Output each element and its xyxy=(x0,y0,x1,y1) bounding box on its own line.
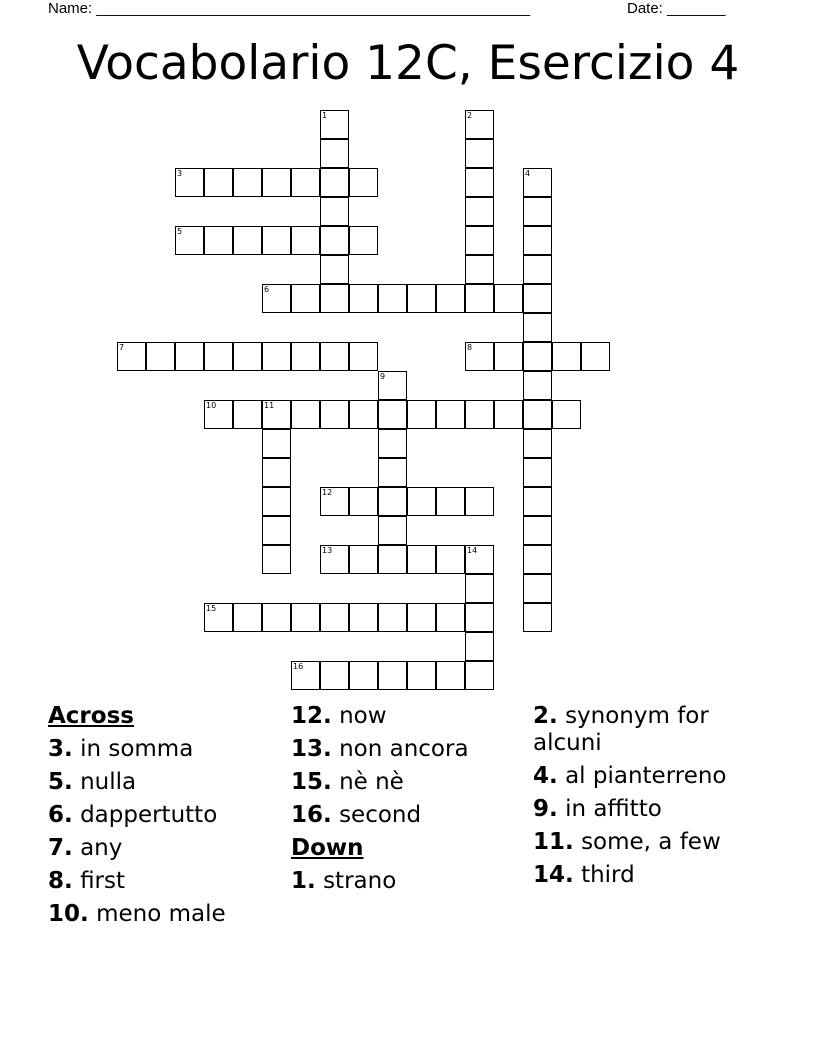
cell-number: 4 xyxy=(525,169,531,178)
grid-cell[interactable] xyxy=(262,603,291,632)
grid-cell[interactable] xyxy=(523,429,552,458)
grid-cell[interactable] xyxy=(262,284,291,313)
grid-cell[interactable] xyxy=(407,603,436,632)
grid-cell[interactable] xyxy=(291,400,320,429)
grid-cell[interactable] xyxy=(465,226,494,255)
grid-cell[interactable] xyxy=(320,226,349,255)
grid-cell[interactable] xyxy=(320,545,349,574)
grid-cell[interactable] xyxy=(523,371,552,400)
grid-cell[interactable] xyxy=(523,458,552,487)
grid-cell[interactable] xyxy=(465,342,494,371)
grid-cell[interactable] xyxy=(407,400,436,429)
grid-cell[interactable] xyxy=(407,487,436,516)
grid-cell[interactable] xyxy=(378,516,407,545)
grid-cell[interactable] xyxy=(349,603,378,632)
cell-number: 3 xyxy=(177,169,183,178)
grid-cell[interactable] xyxy=(262,400,291,429)
grid-cell[interactable] xyxy=(523,255,552,284)
grid-cell[interactable] xyxy=(320,342,349,371)
grid-cell[interactable] xyxy=(523,313,552,342)
grid-cell[interactable] xyxy=(262,487,291,516)
grid-cell[interactable] xyxy=(320,487,349,516)
grid-cell[interactable] xyxy=(262,342,291,371)
grid-cell[interactable] xyxy=(320,603,349,632)
grid-cell[interactable] xyxy=(436,661,465,690)
grid-cell[interactable] xyxy=(436,545,465,574)
grid-cell[interactable] xyxy=(320,168,349,197)
grid-cell[interactable] xyxy=(291,168,320,197)
grid-cell[interactable] xyxy=(175,168,204,197)
grid-cell[interactable] xyxy=(523,603,552,632)
clue-down-14: 14. third xyxy=(533,862,635,888)
grid-cell[interactable] xyxy=(204,342,233,371)
grid-cell[interactable] xyxy=(581,342,610,371)
grid-cell[interactable] xyxy=(233,342,262,371)
grid-cell[interactable] xyxy=(378,661,407,690)
grid-cell[interactable] xyxy=(320,110,349,139)
grid-cell[interactable] xyxy=(523,400,552,429)
clue-down-2: 2. synonym for alcuni xyxy=(533,703,709,756)
grid-cell[interactable] xyxy=(204,168,233,197)
clue-across-7: 7. any xyxy=(48,835,123,861)
grid-cell[interactable] xyxy=(320,400,349,429)
grid-cell[interactable] xyxy=(465,110,494,139)
grid-cell[interactable] xyxy=(436,284,465,313)
cell-number: 1 xyxy=(322,111,328,120)
grid-cell[interactable] xyxy=(378,545,407,574)
cell-number: 5 xyxy=(177,227,183,236)
page-title: Vocabolario 12C, Esercizio 4 xyxy=(76,36,740,91)
cell-number: 6 xyxy=(264,285,270,294)
grid-cell[interactable] xyxy=(320,255,349,284)
grid-cell[interactable] xyxy=(262,458,291,487)
cell-number: 12 xyxy=(322,488,333,497)
grid-cell[interactable] xyxy=(465,168,494,197)
grid-cell[interactable] xyxy=(262,516,291,545)
grid-cell[interactable] xyxy=(494,400,523,429)
clue-across-3: 3. in somma xyxy=(48,736,194,762)
grid-cell[interactable] xyxy=(465,603,494,632)
grid-cell[interactable] xyxy=(465,632,494,661)
clue-across-15: 15. nè nè xyxy=(291,769,404,795)
grid-cell[interactable] xyxy=(523,342,552,371)
grid-cell[interactable] xyxy=(465,197,494,226)
down-heading: Down xyxy=(291,835,364,861)
grid-cell[interactable] xyxy=(407,661,436,690)
grid-cell[interactable] xyxy=(204,226,233,255)
grid-cell[interactable] xyxy=(523,168,552,197)
grid-cell[interactable] xyxy=(523,197,552,226)
clue-down-11: 11. some, a few xyxy=(533,829,721,855)
grid-cell[interactable] xyxy=(146,342,175,371)
clue-column-3 xyxy=(533,703,769,895)
grid-cell[interactable] xyxy=(407,284,436,313)
grid-cell[interactable] xyxy=(262,429,291,458)
grid-cell[interactable] xyxy=(175,342,204,371)
grid-cell[interactable] xyxy=(349,400,378,429)
grid-cell[interactable] xyxy=(523,516,552,545)
grid-cell[interactable] xyxy=(465,400,494,429)
grid-cell[interactable] xyxy=(204,400,233,429)
grid-cell[interactable] xyxy=(378,371,407,400)
clue-down-4: 4. al pianterreno xyxy=(533,763,727,789)
grid-cell[interactable] xyxy=(465,661,494,690)
grid-cell[interactable] xyxy=(233,226,262,255)
date-field: Date: _______ xyxy=(627,0,726,17)
grid-cell[interactable] xyxy=(465,574,494,603)
grid-cell[interactable] xyxy=(291,342,320,371)
cell-number: 7 xyxy=(119,343,125,352)
clue-column-1 xyxy=(48,703,284,934)
grid-cell[interactable] xyxy=(465,545,494,574)
grid-cell[interactable] xyxy=(349,545,378,574)
grid-cell[interactable] xyxy=(407,545,436,574)
grid-cell[interactable] xyxy=(349,284,378,313)
clue-across-10: 10. meno male xyxy=(48,901,226,927)
grid-cell[interactable] xyxy=(117,342,146,371)
grid-cell[interactable] xyxy=(494,284,523,313)
grid-cell[interactable] xyxy=(523,226,552,255)
grid-cell[interactable] xyxy=(523,487,552,516)
grid-cell[interactable] xyxy=(378,487,407,516)
grid-cell[interactable] xyxy=(523,545,552,574)
cell-number: 2 xyxy=(467,111,473,120)
name-field: Name: ____________________________________________________ xyxy=(48,0,531,17)
grid-cell[interactable] xyxy=(233,168,262,197)
grid-cell[interactable] xyxy=(320,197,349,226)
grid-cell[interactable] xyxy=(378,458,407,487)
clue-down-1: 1. strano xyxy=(291,868,397,894)
grid-cell[interactable] xyxy=(320,284,349,313)
grid-cell[interactable] xyxy=(436,487,465,516)
grid-cell[interactable] xyxy=(349,487,378,516)
clue-across-16: 16. second xyxy=(291,802,422,828)
grid-cell[interactable] xyxy=(349,342,378,371)
cell-number: 14 xyxy=(467,546,478,555)
grid-cell[interactable] xyxy=(262,545,291,574)
grid-cell[interactable] xyxy=(320,139,349,168)
cell-number: 8 xyxy=(467,343,473,352)
grid-cell[interactable] xyxy=(378,284,407,313)
grid-cell[interactable] xyxy=(465,139,494,168)
grid-cell[interactable] xyxy=(523,284,552,313)
clue-across-5: 5. nulla xyxy=(48,769,137,795)
grid-cell[interactable] xyxy=(291,226,320,255)
grid-cell[interactable] xyxy=(291,661,320,690)
grid-cell[interactable] xyxy=(262,168,291,197)
grid-cell[interactable] xyxy=(262,226,291,255)
grid-cell[interactable] xyxy=(291,284,320,313)
grid-cell[interactable] xyxy=(552,342,581,371)
cell-number: 13 xyxy=(322,546,333,555)
grid-cell[interactable] xyxy=(465,255,494,284)
grid-cell[interactable] xyxy=(204,603,233,632)
grid-cell[interactable] xyxy=(175,226,204,255)
cell-number: 10 xyxy=(206,401,217,410)
grid-cell[interactable] xyxy=(349,226,378,255)
cell-number: 9 xyxy=(380,372,386,381)
grid-cell[interactable] xyxy=(233,400,262,429)
grid-cell[interactable] xyxy=(494,342,523,371)
clue-across-13: 13. non ancora xyxy=(291,736,469,762)
grid-cell[interactable] xyxy=(349,661,378,690)
grid-cell[interactable] xyxy=(552,400,581,429)
grid-cell[interactable] xyxy=(436,400,465,429)
clue-down-9: 9. in affitto xyxy=(533,796,662,822)
clue-column-2 xyxy=(291,703,527,901)
grid-cell[interactable] xyxy=(436,603,465,632)
grid-cell[interactable] xyxy=(465,487,494,516)
clue-across-8: 8. first xyxy=(48,868,126,894)
grid-cell[interactable] xyxy=(378,400,407,429)
cell-number: 11 xyxy=(264,401,275,410)
grid-cell[interactable] xyxy=(523,574,552,603)
cell-number: 15 xyxy=(206,604,217,613)
clue-across-6: 6. dappertutto xyxy=(48,802,218,828)
grid-cell[interactable] xyxy=(378,603,407,632)
grid-cell[interactable] xyxy=(349,168,378,197)
grid-cell[interactable] xyxy=(465,284,494,313)
grid-cell[interactable] xyxy=(378,429,407,458)
grid-cell[interactable] xyxy=(320,661,349,690)
across-heading: Across xyxy=(48,703,134,729)
grid-cell[interactable] xyxy=(291,603,320,632)
grid-cell[interactable] xyxy=(233,603,262,632)
clue-across-12: 12. now xyxy=(291,703,387,729)
cell-number: 16 xyxy=(293,662,304,671)
